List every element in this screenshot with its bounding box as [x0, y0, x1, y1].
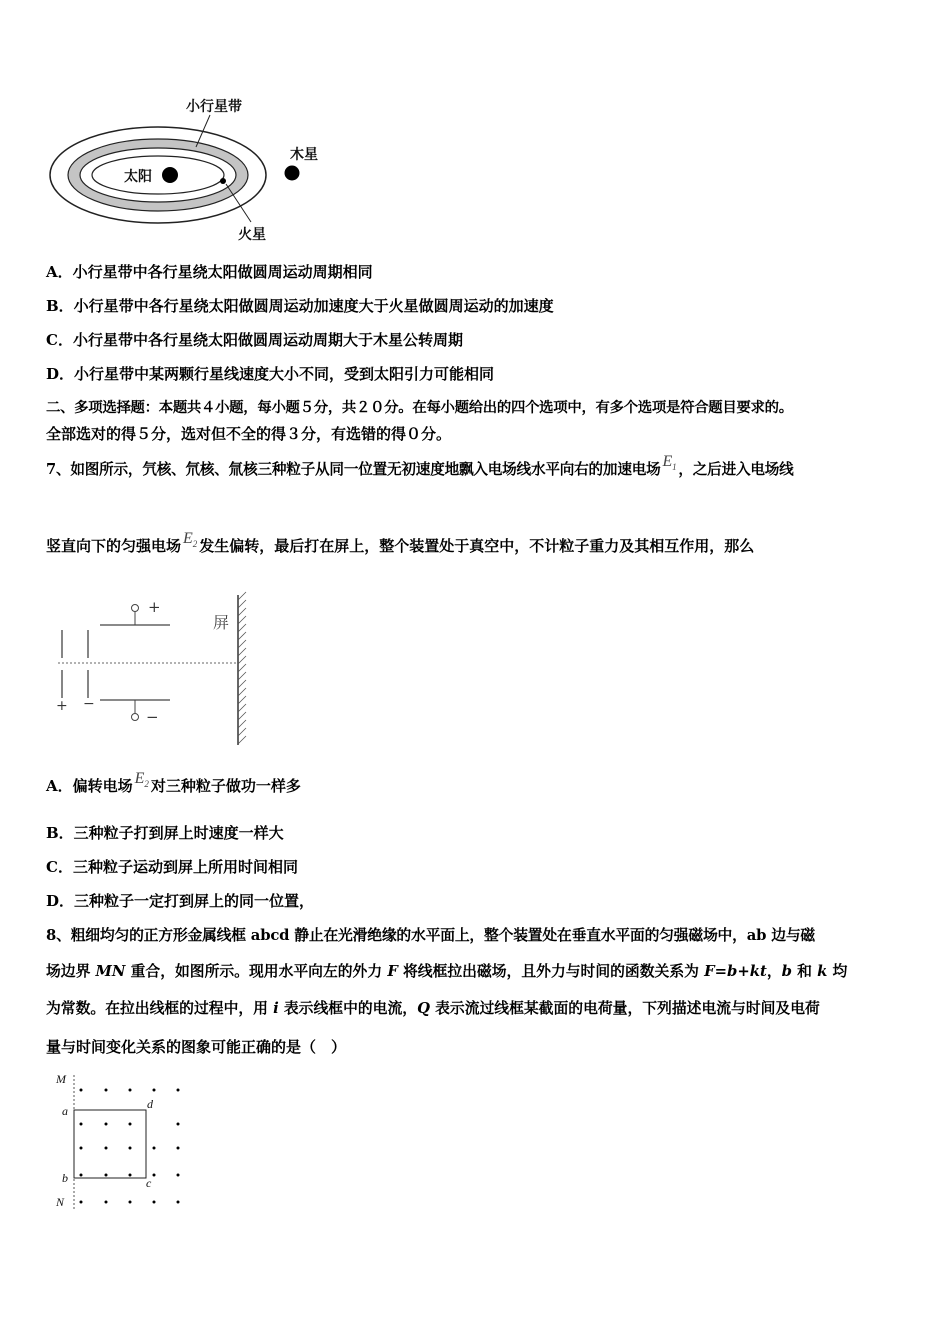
q7-line2-post: 发生偏转，最后打在屏上，整个装置处于真空中，不计粒子重力及其相互作用，那么: [199, 537, 755, 555]
magnetic-field-figure: [50, 1070, 200, 1215]
q7-line1: [46, 453, 794, 485]
sun-dot: [162, 167, 178, 183]
q8-line1: 8、粗细均匀的正方形金属线框 abcd 静止在光滑绝缘的水平面上，整个装置处在垂直水平面的匀强磁场中，ab 边与磁: [46, 927, 816, 944]
q8-line3-a: 为常数。在拉出线框的过程中，用: [46, 1000, 274, 1017]
q8-line2-f: 均: [827, 963, 848, 980]
asteroid-belt-figure: [40, 92, 340, 252]
asteroid-belt-diagram: [40, 92, 340, 252]
label-a: a: [62, 1104, 68, 1118]
q-symbol: Q: [417, 1000, 430, 1017]
wire-frame: [74, 1110, 146, 1178]
q7-option-c: C．三种粒子运动到屏上所用时间相同: [46, 858, 298, 876]
jupiter-dot: [285, 166, 300, 181]
label-b: b: [62, 1171, 68, 1185]
screen-label: 屏: [213, 613, 230, 632]
q8-line2-c: 将线框拉出磁场，且外力与时间的函数关系为: [397, 963, 705, 980]
q7-line1-post: ，之后进入电场线: [678, 461, 794, 478]
q6-option-d: D．小行星带中某两颗行星线速度大小不同，受到太阳引力可能相同: [46, 365, 495, 383]
asteroid-belt-label: 小行星带: [186, 99, 242, 115]
q7-line1-pre: 7、如图所示，氕核、氘核、氚核三种粒子从同一位置无初速度地飘入电场线水平向右的加速电场: [46, 461, 661, 478]
section2-line1: 二、多项选择题：本题共４小题，每小题５分，共２０分。在每小题给出的四个选项中，有多个选项是符合题目要求的。: [46, 399, 793, 416]
q6-option-b: B．小行星带中各行星绕太阳做圆周运动加速度大于火星做圆周运动的加速度: [46, 297, 554, 315]
option-a-e2-letter: E: [134, 770, 145, 787]
magnetic-field-diagram: [50, 1070, 200, 1215]
q7-line2: [46, 530, 755, 562]
q8-line3-b: 表示线框中的电流，: [278, 1000, 418, 1017]
screen-hatching: [238, 592, 246, 744]
q8-line3-c: 表示流过线框某截面的电荷量，下列描述电流与时间及电荷: [429, 1000, 820, 1017]
q7-option-b: B．三种粒子打到屏上时速度一样大: [46, 824, 284, 842]
q8-line4: 量与时间变化关系的图象可能正确的是（ ）: [46, 1038, 347, 1056]
top-terminal: [132, 605, 139, 612]
field-dots: [80, 1089, 180, 1204]
f-symbol: F: [387, 963, 398, 980]
jupiter-label: 木星: [290, 147, 318, 163]
q6-option-c: C．小行星带中各行星绕太阳做圆周运动周期大于木星公转周期: [46, 331, 463, 349]
label-m: M: [56, 1072, 66, 1086]
q7-line2-pre: 竖直向下的匀强电场: [46, 537, 182, 555]
e1-subscript: 1: [672, 462, 677, 473]
e2-subscript: 2: [192, 539, 198, 550]
q8-line2-d: ，: [766, 963, 782, 980]
e2-letter: E: [183, 530, 193, 547]
i-symbol: i: [273, 1000, 279, 1017]
q8-line3: [46, 999, 820, 1019]
label-c: c: [146, 1176, 152, 1190]
option-a-e2-symbol: [134, 770, 149, 790]
q6-option-a: A．小行星带中各行星绕太阳做圆周运动周期相同: [46, 263, 373, 281]
e1-letter: E: [662, 453, 673, 470]
q7-option-d: D．三种粒子一定打到屏上的同一位置，: [46, 892, 315, 910]
mars-dot: [220, 178, 226, 184]
mars-label: 火星: [238, 227, 266, 243]
q7-option-a: [46, 770, 301, 802]
b-symbol: b: [781, 963, 792, 980]
e1-symbol: [662, 453, 677, 473]
k-symbol: k: [817, 963, 828, 980]
force-formula: F=b+kt: [704, 963, 767, 980]
section2-line2: 全部选对的得５分，选对但不全的得３分，有选错的得０分。: [46, 425, 452, 443]
left-minus-label: −: [83, 696, 95, 712]
q7-option-a-pre: A．偏转电场: [46, 777, 133, 795]
label-n: N: [56, 1195, 65, 1209]
left-plus-label: +: [56, 698, 68, 714]
top-plus-label: +: [148, 598, 161, 616]
q8-line2-b: 重合，如图所示。现用水平向左的外力: [125, 963, 388, 980]
q8-line2: [46, 962, 847, 982]
bottom-minus-label: −: [146, 708, 159, 726]
sun-label: 太阳: [124, 169, 152, 185]
mn-symbol: MN: [95, 963, 126, 980]
q8-line2-a: 场边界: [46, 963, 96, 980]
field-apparatus-figure: [50, 590, 260, 750]
q8-line2-e: 和: [792, 963, 818, 980]
e2-symbol: [183, 530, 198, 550]
label-d: d: [147, 1097, 153, 1111]
bottom-terminal: [132, 714, 139, 721]
q7-option-a-post: 对三种粒子做功一样多: [150, 777, 301, 795]
option-a-e2-subscript: 2: [144, 779, 149, 790]
